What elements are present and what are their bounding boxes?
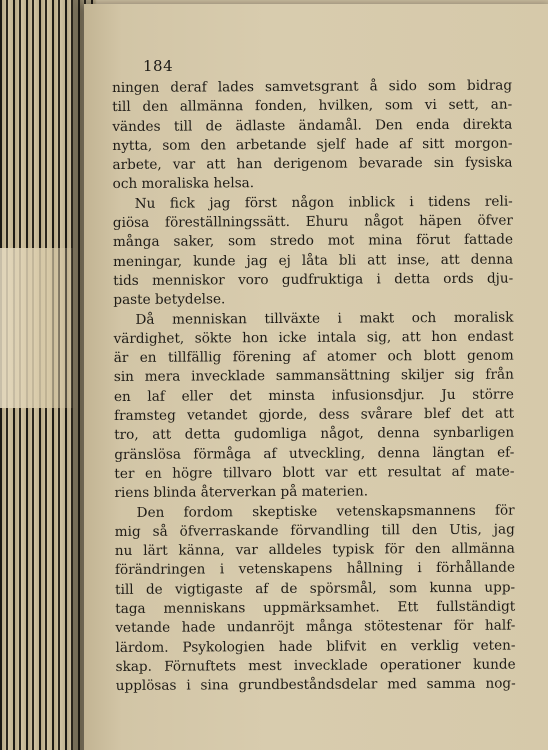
text-line: meningar, kunde jag ej låta bli att inse, att denna (113, 251, 514, 270)
text-line: nu lärt känna, var alldeles typisk för den allmänna (114, 540, 515, 560)
text-line: en laf eller det minsta infusionsdjur. Ju större (113, 386, 514, 405)
page-edges-highlight (0, 248, 78, 408)
text-line: tids menniskor voro gudfruktiga i detta ords dju- (113, 270, 514, 289)
text-line: arbete, var att han derigenom bevarade sin fysiska (112, 154, 513, 174)
text-line: är en tillfällig förening af atomer och blott genom (113, 347, 514, 367)
text-line: till de vigtigaste af de spörsmål, som kunna upp- (115, 579, 516, 598)
text-line: gränslösa förmåga af utveckling, denna längtan ef- (114, 444, 515, 463)
text-line: vetande hade undanröjt många stötestenar för half- (115, 617, 516, 637)
text-line: upplösas i sina grundbeståndsdelar med samma nog- (115, 675, 516, 695)
text-line: paste betydelse. (113, 291, 226, 309)
text-line: ter en högre tillvaro blott var ett resultat af mate- (114, 463, 515, 482)
text-line: framsteg vetandet gjorde, dess svårare blef det att (114, 405, 515, 425)
text-line: lärdom. Psykologien hade blifvit en verklig veten- (115, 637, 516, 656)
text-line: Den fordom skeptiske vetenskapsmannens för (136, 502, 515, 521)
text-line: nytta, som den arbetande sjelf hade af sitt morgon- (112, 135, 513, 154)
text-line: och moraliska helsa. (112, 175, 255, 193)
text-line: skap. Förnuftets mest invecklade operationer kunde (115, 656, 516, 675)
text-line: sin mera invecklade sammansättning skiljer sig från (113, 367, 514, 386)
text-line: värdighet, sökte hon icke intala sig, att hon endast (113, 328, 514, 347)
text-line: Nu fick jag först någon inblick i tidens reli- (134, 193, 513, 212)
page-number: 184 (143, 57, 174, 75)
text-line: Då menniskan tillväxte i makt och moralisk (135, 309, 514, 328)
text-line: mig så öfverraskande förvandling till den Utis, jag (114, 521, 515, 540)
text-line: ningen deraf lades samvetsgrant å sido som bidrag (112, 77, 513, 96)
text-line: till den allmänna fonden, hvilken, som vi sett, an- (112, 96, 513, 116)
text-line: vändes till de ädlaste ändamål. Den enda direkta (112, 116, 513, 135)
text-line: taga menniskans uppmärksamhet. Ett fullständigt (115, 598, 516, 618)
body-text (112, 77, 516, 697)
text-line: riens blinda återverkan på materien. (114, 483, 369, 502)
text-line: förändringen i vetenskapens hållning i förhållande (114, 559, 516, 579)
text-line: många saker, som stredo mot mina förut fattade (112, 231, 514, 251)
text-line: giösa föreställningssätt. Ehuru något häpen öfver (112, 212, 513, 232)
text-line: tro, att detta gudomliga något, denna synbarligen (114, 424, 515, 444)
